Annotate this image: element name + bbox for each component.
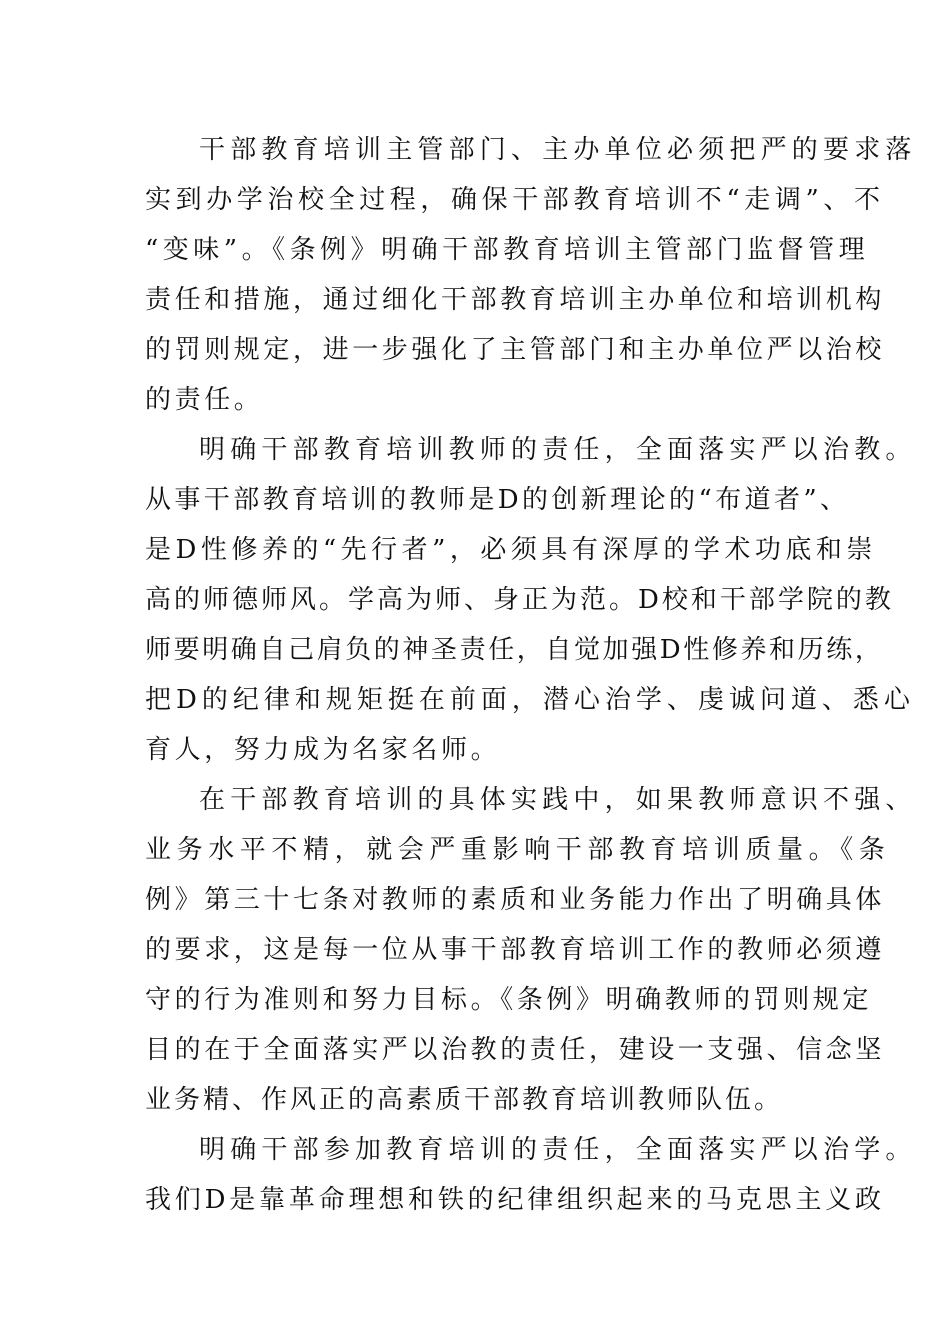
paragraph-4-line-1: 明确干部参加教育培训的责任，全面落实严以治学。 (199, 1135, 917, 1165)
paragraph-3-line-4: 的要求，这是每一位从事干部教育培训工作的教师必须遵 (145, 935, 886, 965)
paragraph-1-line-5: 的罚则规定，进一步强化了主管部门和主办单位严以治校 (145, 335, 886, 365)
paragraph-3-line-2: 业务水平不精，就会严重影响干部教育培训质量。《条 (145, 835, 891, 865)
paragraph-2-line-1: 明确干部教育培训教师的责任，全面落实严以治教。 (199, 435, 917, 465)
paragraph-3-line-5: 守的行为准则和努力目标。《条例》明确教师的罚则规定 (145, 985, 873, 1015)
paragraph-1-line-3: “变味”。《条例》明确干部教育培训主管部门监督管理 (145, 235, 870, 265)
paragraph-2-line-3: 是D性修养的“先行者”，必须具有深厚的学术功底和崇 (145, 535, 877, 565)
paragraph-2-line-5: 师要明确自己肩负的神圣责任，自觉加强D性修养和历练， (145, 635, 884, 665)
paragraph-1-line-6: 的责任。 (145, 385, 264, 415)
paragraph-4-line-2: 我们D是靠革命理想和铁的纪律组织起来的马克思主义政 (145, 1185, 885, 1215)
paragraph-3-line-6: 目的在于全面落实严以治教的责任，建设一支强、信念坚 (145, 1035, 886, 1065)
paragraph-3-line-3: 例》第三十七条对教师的素质和业务能力作出了明确具体 (145, 885, 886, 915)
paragraph-2-line-7: 育人，努力成为名家名师。 (145, 735, 501, 765)
paragraph-1-line-1: 干部教育培训主管部门、主办单位必须把严的要求落 (199, 135, 917, 165)
paragraph-1-line-2: 实到办学治校全过程，确保干部教育培训不“走调”、不 (145, 185, 885, 215)
paragraph-2-line-4: 高的师德师风。学高为师、身正为范。D校和干部学院的教 (145, 585, 894, 615)
paragraph-2-line-2: 从事干部教育培训的教师是D的创新理论的“布道者”、 (145, 485, 850, 515)
paragraph-2-line-6: 把D的纪律和规矩挺在前面，潜心治学、虔诚问道、悉心 (145, 685, 915, 715)
paragraph-1-line-4: 责任和措施，通过细化干部教育培训主办单位和培训机构 (145, 285, 886, 315)
paragraph-3-line-7: 业务精、作风正的高素质干部教育培训教师队伍。 (145, 1085, 784, 1115)
paragraph-3-line-1: 在干部教育培训的具体实践中，如果教师意识不强、 (199, 785, 917, 815)
